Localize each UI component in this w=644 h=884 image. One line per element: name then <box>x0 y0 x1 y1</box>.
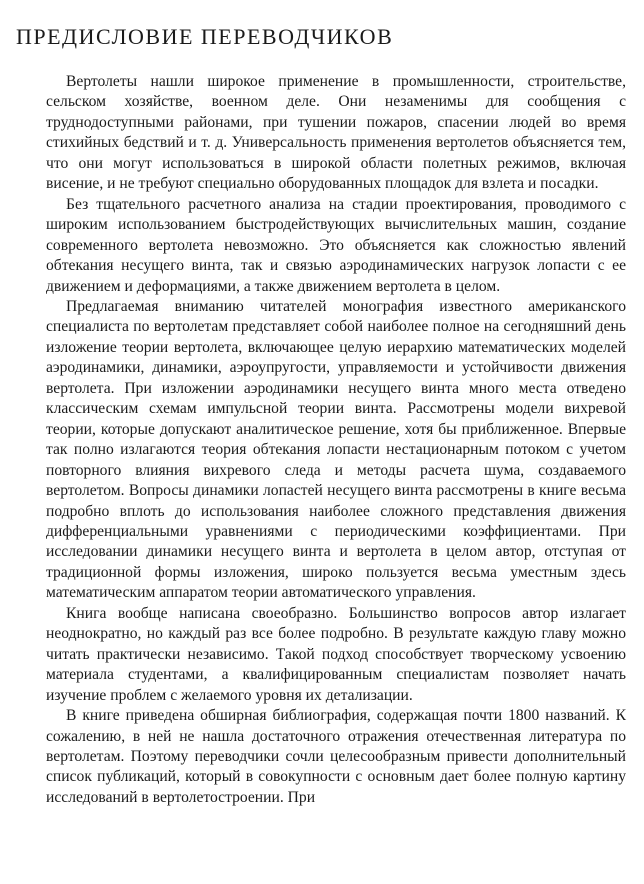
paragraph: Предлагаемая вниманию читателей монография известного американского специалиста по вертолетам представляет собой наиболее полное на сегодняшний день изложение теории вертолета, включающее целую иерархию математических моделей аэродинамики, динамики, аэроупругости, управляемости и устойчивости движения вертолета. При изложении аэродинамики несущего винта много места отведено классическим схемам импульсной теории винта. Рассмотрены модели вихревой теории, которые допускают аналитическое решение, хотя бы приближенное. Впервые так полно излагаются теория обтекания лопасти нестационарным потоком с учетом повторного влияния вихревого следа и методы расчета шума, создаваемого вертолетом. Вопросы динамики лопастей несущего винта рассмотрены в книге весьма подробно вплоть до использования наиболее сложного представления движения дифференциальными уравнениями с периодическими коэффициентами. При исследовании динамики несущего винта и вертолета в целом автор, отступая от традиционной формы изложения, широко пользуется весьма уместным здесь математическим аппаратом теории автоматического управления. <box>46 297 626 602</box>
body-text <box>46 72 626 808</box>
paragraph: Книга вообще написана своеобразно. Большинство вопросов автор излагает неоднократно, но каждый раз все более подробно. В результате каждую главу можно читать практически независимо. Такой подход способствует творческому усвоению материала студентами, а квалифицированным специалистам позволяет начать изучение проблем с желаемого уровня их детализации. <box>46 604 626 704</box>
paragraph: В книге приведена обширная библиография, содержащая почти 1800 названий. К сожалению, в ней не нашла достаточного отражения отечественная литература по вертолетам. Поэтому переводчики сочли целесообразным привести дополнительный список публикаций, который в совокупности с основным дает более полную картину исследований в вертолетостроении. При <box>46 707 626 806</box>
paragraph: Без тщательного расчетного анализа на стадии проектирования, проводимого с широким использованием быстродействующих вычислительных машин, создание современного вертолета невозможно. Это объясняется как сложностью явлений обтекания несущего винта, так и связью аэродинамических нагрузок лопасти с ее движением и деформациями, а также движением вертолета в целом. <box>46 195 626 295</box>
paragraph: Вертолеты нашли широкое применение в промышленности, строительстве, сельском хозяйстве, военном деле. Они незаменимы для сообщения с труднодоступными районами, при тушении пожаров, спасении людей во время стихийных бедствий и т. д. Универсальность применения вертолетов объясняется тем, что они могут использоваться в широкой области полетных режимов, включая висение, и не требуют специально оборудованных площадок для взлета и посадки. <box>46 73 626 193</box>
page-title: ПРЕДИСЛОВИЕ ПЕРЕВОДЧИКОВ <box>16 23 394 49</box>
